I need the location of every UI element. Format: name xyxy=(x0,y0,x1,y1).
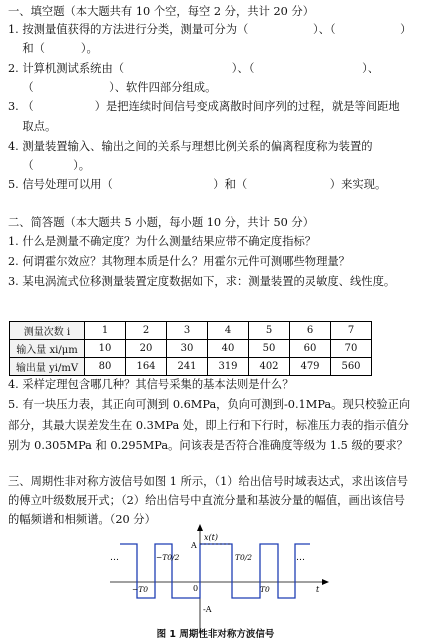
table-cell: 20 xyxy=(126,340,167,358)
neg-period-label: −T0 xyxy=(132,585,149,594)
question-2-line1: 2. 计算机测试系统由（ ）、（ ）、 xyxy=(8,62,380,75)
table-row xyxy=(10,322,372,340)
table-cell: 70 xyxy=(331,340,372,358)
table-row-label: 输出量 yi/mV xyxy=(10,358,85,376)
section3-line2: 的傅立叶级数展开式；（2）给出信号中直流分量和基波分量的幅值，画出该信号 xyxy=(8,494,405,507)
sa-question-5-line3: 别为 0.305MPa 和 0.295MPa。问该表是否符合准确度等级为 1.5 级的要求？ xyxy=(8,439,408,452)
table-cell: 5 xyxy=(249,322,290,340)
table-cell: 164 xyxy=(126,358,167,376)
question-2-line2: （ ）、软件四部分组成。 xyxy=(8,81,217,94)
sa-question-2: 2. 何谓霍尔效应？其物理本质是什么？用霍尔元件可测哪些物理量？ xyxy=(8,255,350,268)
right-ellipsis: … xyxy=(296,553,305,563)
sa-question-5-line1: 5. 有一块压力表，其正向可测到 0.6MPa，负向可测到-0.1MPa。现只校验正向 xyxy=(8,398,411,411)
table-cell: 7 xyxy=(331,322,372,340)
left-ellipsis: … xyxy=(110,553,119,563)
table-row-label: 输入量 xi/μm xyxy=(10,340,85,358)
table-cell: 479 xyxy=(290,358,331,376)
table-cell: 4 xyxy=(208,322,249,340)
sa-question-5-line2: 部分，其最大误差发生在 0.3MPa 处，即上行和下行时，标准压力表的指示值分 xyxy=(8,419,409,432)
sa-question-4: 4. 采样定理包含哪几种？其信号采集的基本法则是什么？ xyxy=(8,378,294,391)
table-cell: 6 xyxy=(290,322,331,340)
table-row xyxy=(10,340,372,358)
table-cell: 319 xyxy=(208,358,249,376)
sa-question-1: 1. 什么是测量不确定度？为什么测量结果应带不确定度指标？ xyxy=(8,235,317,248)
figure-caption: 图 1 周期性非对称方波信号 xyxy=(156,629,275,640)
table-cell: 2 xyxy=(126,322,167,340)
table-cell: 3 xyxy=(167,322,208,340)
calibration-table xyxy=(9,321,372,376)
table-cell: 40 xyxy=(208,340,249,358)
table-cell: 241 xyxy=(167,358,208,376)
question-1-line2: 和（ ）。 xyxy=(8,42,98,55)
question-3-line2: 取点。 xyxy=(8,120,57,133)
time-axis-arrow xyxy=(322,579,329,585)
y-axis-label: x(t) xyxy=(204,533,218,542)
square-wave-signal xyxy=(120,544,310,598)
period-label: T0 xyxy=(260,585,270,594)
table-row xyxy=(10,358,372,376)
table-cell: 30 xyxy=(167,340,208,358)
table-cell: 402 xyxy=(249,358,290,376)
amplitude-positive-label: A xyxy=(191,541,197,550)
origin-label: 0 xyxy=(193,584,199,593)
sa-question-3: 3. 某电涡流式位移测量装置定度数据如下，求：测量装置的灵敏度、线性度。 xyxy=(8,275,396,288)
table-cell: 80 xyxy=(85,358,126,376)
section3-heading: 三、周期性非对称方波信号如图 1 所示，（1）给出信号时域表达式，求出该信号 xyxy=(8,475,409,488)
table-cell: 10 xyxy=(85,340,126,358)
question-5: 5. 信号处理可以用（ ）和（ ）来实现。 xyxy=(8,178,387,191)
x-axis-label: t xyxy=(316,585,320,594)
section3-line3: 的幅频谱和相频谱。（20 分） xyxy=(8,513,156,526)
question-4-line2: （ ）。 xyxy=(8,159,91,172)
amplitude-axis-arrow xyxy=(197,524,203,531)
section2-heading: 二、简答题（本大题共 5 小题，每小题 10 分，共计 50 分） xyxy=(8,216,315,229)
section1-heading: 一、填空题（本大题共有 10 个空，每空 2 分，共计 20 分） xyxy=(8,5,315,18)
question-4-line1: 4. 测量装置输入、输出之间的关系与理想比例关系的偏离程度称为装置的 xyxy=(8,140,373,153)
neg-half-period-label: −T0/2 xyxy=(156,553,180,562)
question-1-line1: 1. 按测量值获得的方法进行分类，测量可分为（ ）、（ ） xyxy=(8,23,412,36)
table-cell: 50 xyxy=(249,340,290,358)
question-3-line1: 3. （ ）是把连续时间信号变成离散时间序列的过程，就是等间距地 xyxy=(8,100,400,113)
table-cell: 1 xyxy=(85,322,126,340)
table-cell: 60 xyxy=(290,340,331,358)
square-wave-figure xyxy=(110,524,330,636)
table-header-label: 测量次数 i xyxy=(10,322,85,340)
half-period-label: T0/2 xyxy=(235,553,253,562)
amplitude-negative-label: -A xyxy=(203,605,212,614)
table-cell: 560 xyxy=(331,358,372,376)
